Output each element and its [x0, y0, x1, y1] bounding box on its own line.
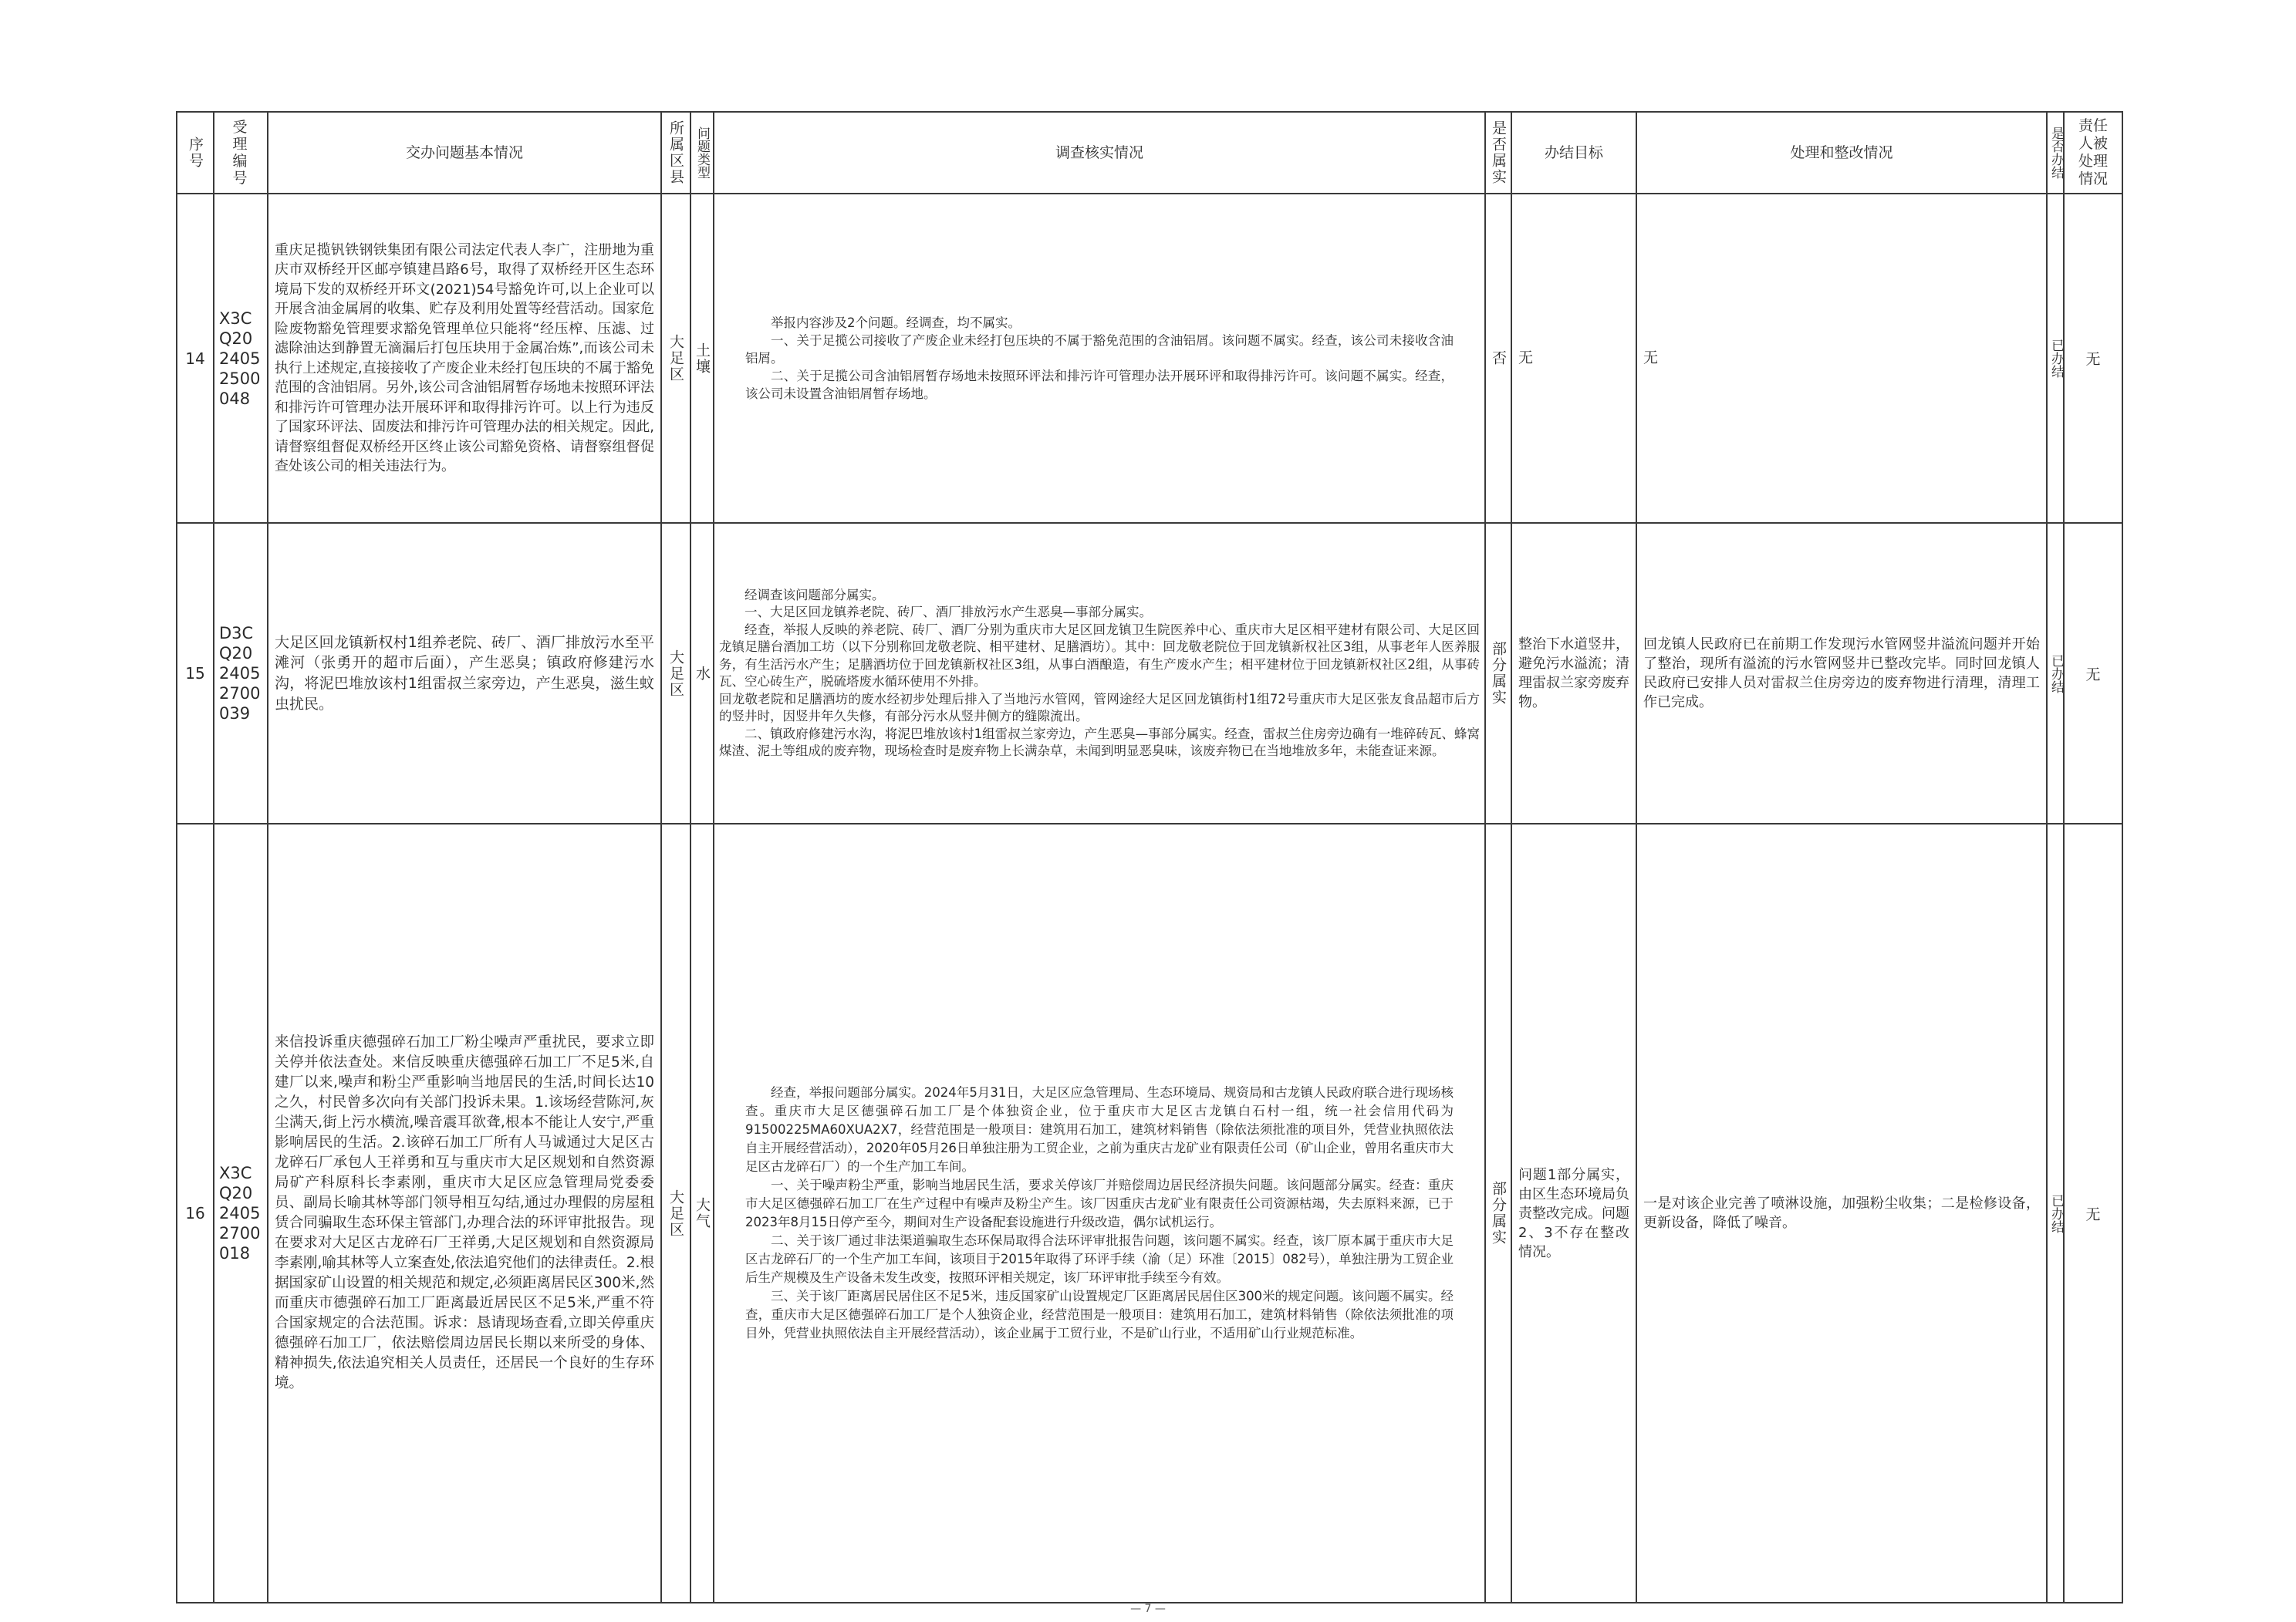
row-handling: 回龙镇人民政府已在前期工作发现污水管网竖井溢流问题并开始了整治，现所有溢流的污水管网竖井已整改完毕。同时回龙镇人民政府已安排人员对雷叔兰住房旁边的废弃物进行清理，清理工作已完成。 — [1636, 523, 2047, 824]
row-accountability: 无 — [2064, 194, 2122, 523]
row-code: X3CQ2024052500048 — [214, 194, 268, 523]
row-problem: 来信投诉重庆德强碎石加工厂粉尘噪声严重扰民，要求立即关停并依法查处。来信反映重庆德强碎石加工厂不足5米,自建厂以来,噪声和粉尘严重影响当地居民的生活,时间长达10之久，村民曾多次向有关部门投诉未果。1.该场经营陈河,灰尘满天,街上污水横流,噪音震耳欲聋,根本不能让人安宁,严重影响居民的生活。2.该碎石加工厂所有人马诚通过大足区古龙碎石厂承包人王祥勇和互与重庆市大足区规划和自然资源局矿产科原科长李素刚，重庆市大足区应急管理局党委委员、副局长喻其林等部门领导相互勾结,通过办理假的房屋租赁合同骗取生态环保主管部门,办理合法的环评审批报告。现在要求对大足区古龙碎石厂王祥勇,大足区规划和自然资源局李素刚,喻其林等人立案查处,依法追究他们的法律责任。2.根据国家矿山设置的相关规范和规定,必须距离居民区300米,然而重庆市德强碎石加工厂距离最近居民区不足5米,严重不符合国家规定的合法范围。诉求：恳请现场查看,立即关停重庆德强碎石加工厂，依法赔偿周边居民长期以来所受的身体、精神损失,依法追究相关人员责任，还居民一个良好的生存环境。 — [268, 824, 661, 1603]
row-goal: 无 — [1511, 194, 1636, 523]
row-district: 大足区 — [661, 824, 690, 1603]
row-closed: 已办结 — [2047, 523, 2064, 824]
header-handling: 处理和整改情况 — [1636, 112, 2047, 194]
row-is-true: 部分属实 — [1485, 523, 1511, 824]
table-row — [177, 824, 2122, 1603]
row-accountability: 无 — [2064, 523, 2122, 824]
row-type: 水 — [690, 523, 714, 824]
row-goal: 整治下水道竖井，避免污水溢流；清理雷叔兰家旁废弃物。 — [1511, 523, 1636, 824]
row-seq: 16 — [177, 824, 214, 1603]
row-code: D3CQ2024052700039 — [214, 523, 268, 824]
header-code: 受理编号 — [214, 112, 268, 194]
row-problem: 大足区回龙镇新权村1组养老院、砖厂、酒厂排放污水至平滩河（张勇开的超市后面），产生恶臭；镇政府修建污水沟，将泥巴堆放该村1组雷叔兰家旁边，产生恶臭，滋生蚊虫扰民。 — [268, 523, 661, 824]
header-district: 所属区县 — [661, 112, 690, 194]
header-seq: 序号 — [177, 112, 214, 194]
row-investigation: 经调查该问题部分属实。 一、大足区回龙镇养老院、砖厂、酒厂排放污水产生恶臭—事部分属实。 经查，举报人反映的养老院、砖厂、酒厂分别为重庆市大足区回龙镇卫生院医养中心、重庆市大足区相平建材有限公司、大足区回龙镇足膳台酒加工坊（以下分别称回龙敬老院、相平建材、足膳酒坊）。其中：回龙敬老院位于回龙镇新权社区3组，从事老年人医养服务，有生活污水产生；足膳酒坊位于回龙镇新权社区3组，从事白酒酿造，有生产废水产生；相平建材位于回龙镇新权社区2组，从事砖瓦、空心砖生产，脱硫塔废水循环使用不外排。 回龙敬老院和足膳酒坊的废水经初步处理后排入了当地污水管网，管网途经大足区回龙镇街村1组72号重庆市大足区张友食品超市后方的竖井时，因竖井年久失修，有部分污水从竖井侧方的缝隙流出。 二、镇政府修建污水沟，将泥巴堆放该村1组雷叔兰家旁边，产生恶臭—事部分属实。经查，雷叔兰住房旁边确有一堆碎砖瓦、蜂窝煤渣、泥土等组成的废弃物，现场检查时是废弃物上长满杂草，未闻到明显恶臭味，该废弃物已在当地堆放多年，未能查证来源。 — [714, 523, 1485, 824]
page-number: — 7 — — [1130, 1603, 1166, 1615]
complaint-table — [176, 111, 2123, 1603]
row-problem: 重庆足揽钒铁钢铁集团有限公司法定代表人李广，注册地为重庆市双桥经开区邮亭镇建昌路6号，取得了双桥经开区生态环境局下发的双桥经开环文(2021)54号豁免许可,以上企业可以开展含油金属屑的收集、贮存及利用处置等经营活动。国家危险废物豁免管理要求豁免管理单位只能将“经压榨、压滤、过滤除油达到静置无滴漏后打包压块用于金属冶炼”,而该公司未执行上述规定,直接接收了产废企业未经打包压块的不属于豁免范围的含油铝屑。另外,该公司含油铝屑暂存场地未按照环评法和排污许可管理办法开展环评和取得排污许可。以上行为违反了国家环评法、固废法和排污许可管理办法的相关规定。因此,请督察组督促双桥经开区终止该公司豁免资格、请督察组督促查处该公司的相关违法行为。 — [268, 194, 661, 523]
row-closed: 已办结 — [2047, 824, 2064, 1603]
header-is-true: 是否属实 — [1485, 112, 1511, 194]
row-type: 土壤 — [690, 194, 714, 523]
header-type: 问题类型 — [690, 112, 714, 194]
row-seq: 15 — [177, 523, 214, 824]
header-row — [177, 112, 2122, 194]
table-row — [177, 194, 2122, 523]
row-code: X3CQ2024052700018 — [214, 824, 268, 1603]
row-handling: 无 — [1636, 194, 2047, 523]
row-accountability: 无 — [2064, 824, 2122, 1603]
header-investigation: 调查核实情况 — [714, 112, 1485, 194]
header-goal: 办结目标 — [1511, 112, 1636, 194]
row-is-true: 否 — [1485, 194, 1511, 523]
row-district: 大足区 — [661, 523, 690, 824]
row-goal: 问题1部分属实，由区生态环境局负责整改完成。问题2、3不存在整改情况。 — [1511, 824, 1636, 1603]
table-row — [177, 523, 2122, 824]
row-type: 大气 — [690, 824, 714, 1603]
header-closed: 是否办结 — [2047, 112, 2064, 194]
row-seq: 14 — [177, 194, 214, 523]
header-problem: 交办问题基本情况 — [268, 112, 661, 194]
row-investigation: 举报内容涉及2个问题。经调查，均不属实。 一、关于足揽公司接收了产废企业未经打包压块的不属于豁免范围的含油铝屑。该问题不属实。经查，该公司未接收含油铝屑。 二、关于足揽公司含油铝屑暂存场地未按照环评法和排污许可管理办法开展环评和取得排污许可。该问题不属实。经查，该公司未设置含油铝屑暂存场地。 — [714, 194, 1485, 523]
row-closed: 已办结 — [2047, 194, 2064, 523]
row-handling: 一是对该企业完善了喷淋设施，加强粉尘收集；二是检修设备，更新设备，降低了噪音。 — [1636, 824, 2047, 1603]
header-accountability: 责任人被处理情况 — [2064, 112, 2122, 194]
row-investigation: 经查，举报问题部分属实。2024年5月31日，大足区应急管理局、生态环境局、规资局和古龙镇人民政府联合进行现场核查。重庆市大足区德强碎石加工厂是个体独资企业，位于重庆市大足区古龙镇白石村一组，统一社会信用代码为91500225MA60XUA2X7，经营范围是一般项目：建筑用石加工，建筑材料销售（除依法须批准的项目外，凭营业执照依法自主开展经营活动），2020年05月26日单独注册为工贸企业，之前为重庆古龙矿业有限责任公司（矿山企业，曾用名重庆市大足区古龙碎石厂）的一个生产加工车间。 一、关于噪声粉尘严重，影响当地居民生活，要求关停该厂并赔偿周边居民经济损失问题。该问题部分属实。经查：重庆市大足区德强碎石加工厂在生产过程中有噪声及粉尘产生。该厂因重庆古龙矿业有限责任公司资源枯竭，失去原料来源，已于2023年8月15日停产至今，期间对生产设备配套设施进行升级改造，偶尔试机运行。 二、关于该厂通过非法渠道骗取生态环保局取得合法环评审批报告问题，该问题不属实。经查，该厂原本属于重庆市大足区古龙碎石厂的一个生产加工车间，该项目于2015年取得了环评手续（渝（足）环准〔2015〕082号），单独注册为工贸企业后生产规模及生产设备未发生改变，按照环评相关规定，该厂环评审批手续至今有效。 三、关于该厂距离居民居住区不足5米，违反国家矿山设置规定厂区距离居民居住区300米的规定问题。该问题不属实。经查，重庆市大足区德强碎石加工厂是个人独资企业，经营范围是一般项目：建筑用石加工，建筑材料销售（除依法须批准的项目外，凭营业执照依法自主开展经营活动），该企业属于工贸行业，不是矿山行业，不适用矿山行业规范标准。 — [714, 824, 1485, 1603]
row-district: 大足区 — [661, 194, 690, 523]
row-is-true: 部分属实 — [1485, 824, 1511, 1603]
